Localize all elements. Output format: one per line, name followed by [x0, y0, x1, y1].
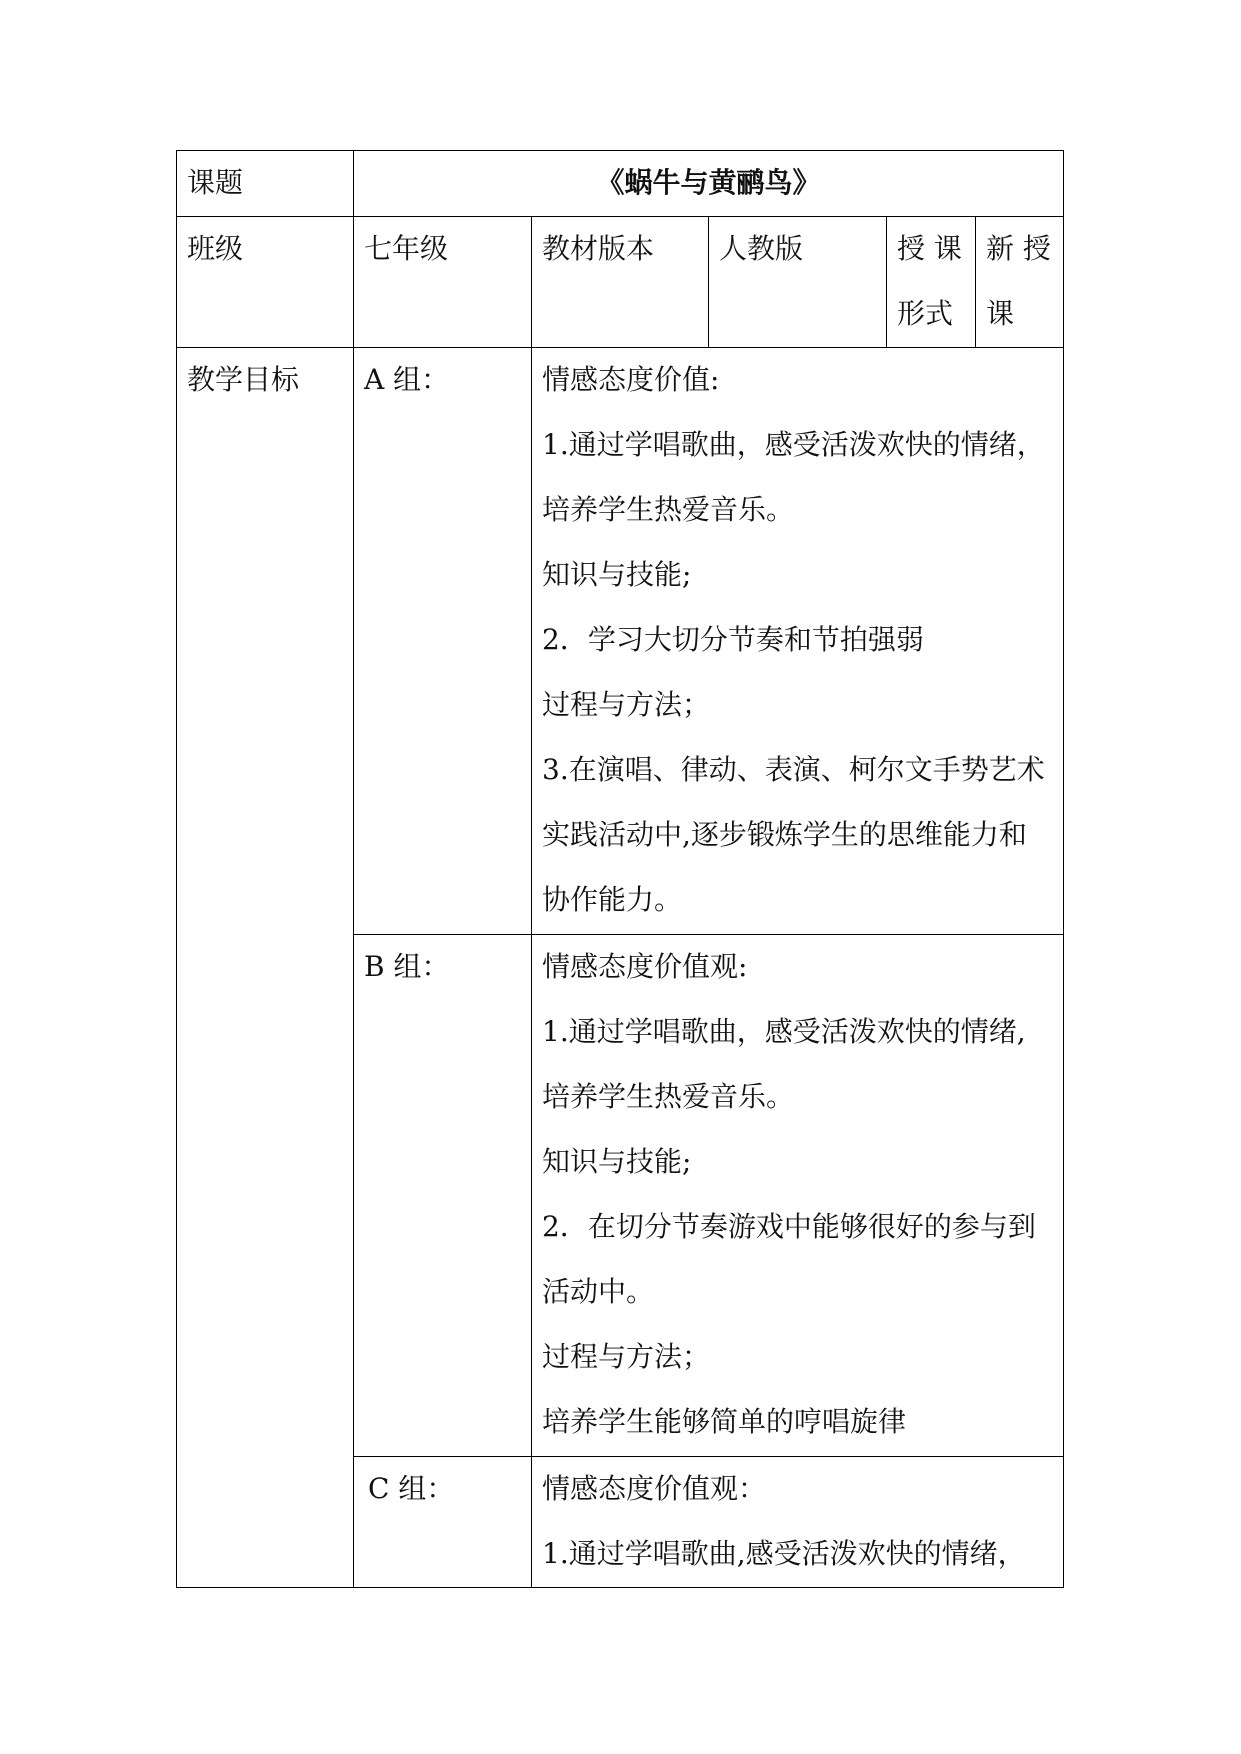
form-label-line-1: 授 课 [897, 232, 962, 265]
group-a-line: 培养学生热爱音乐。 [542, 493, 795, 526]
group-b-line: 培养学生热爱音乐。 [542, 1080, 795, 1113]
form-value-line-2: 课 [986, 297, 1015, 330]
edition-value: 人教版 [719, 232, 804, 265]
group-b-line: 活动中。 [542, 1275, 655, 1308]
group-c-line: 1.通过学唱歌曲,感受活泼欢快的情绪， [542, 1537, 1026, 1570]
group-c-name: C 组： [368, 1472, 455, 1505]
form-value-line-1: 新 授 [986, 232, 1051, 265]
form-label-line-2: 形式 [897, 297, 954, 330]
group-b-line: 知识与技能; [542, 1145, 692, 1178]
group-b-line: 2．在切分节奏游戏中能够很好的参与到 [542, 1210, 1036, 1243]
group-a-name: A 组： [364, 363, 450, 396]
group-b-name: B 组： [364, 950, 450, 983]
group-b-line: 过程与方法； [542, 1340, 711, 1373]
group-b-line: 1.通过学唱歌曲，感受活泼欢快的情绪, [542, 1015, 1026, 1048]
form-label [887, 216, 975, 346]
group-b-line: 情感态度价值观: [542, 950, 748, 983]
table-border-right [1063, 150, 1064, 1588]
table-border-bottom [176, 1587, 1064, 1588]
lesson-title: 《蜗牛与黄鹂鸟》 [596, 166, 821, 199]
group-a-line: 情感态度价值: [542, 363, 720, 396]
group-a-line: 3.在演唱、律动、表演、柯尔文手势艺术 [542, 753, 1045, 786]
group-b-content [532, 934, 1063, 1454]
objectives-label: 教学目标 [187, 363, 300, 396]
group-c-content [532, 1456, 1063, 1586]
edition-label: 教材版本 [542, 232, 655, 265]
group-a-line: 过程与方法； [542, 688, 711, 721]
class-label: 班级 [187, 232, 244, 265]
class-value: 七年级 [364, 232, 449, 265]
group-b-line: 培养学生能够简单的哼唱旋律 [542, 1405, 907, 1438]
topic-label: 课题 [187, 166, 244, 199]
group-c-line: 情感态度价值观： [542, 1472, 767, 1505]
form-value [976, 216, 1063, 346]
group-a-line: 协作能力。 [542, 883, 683, 916]
group-a-content [532, 347, 1063, 932]
group-a-line: 1.通过学唱歌曲，感受活泼欢快的情绪， [542, 428, 1045, 461]
group-a-line: 2．学习大切分节奏和节拍强弱 [542, 623, 924, 656]
group-a-line: 实践活动中,逐步锻炼学生的思维能力和 [542, 818, 1027, 851]
group-a-line: 知识与技能; [542, 558, 692, 591]
